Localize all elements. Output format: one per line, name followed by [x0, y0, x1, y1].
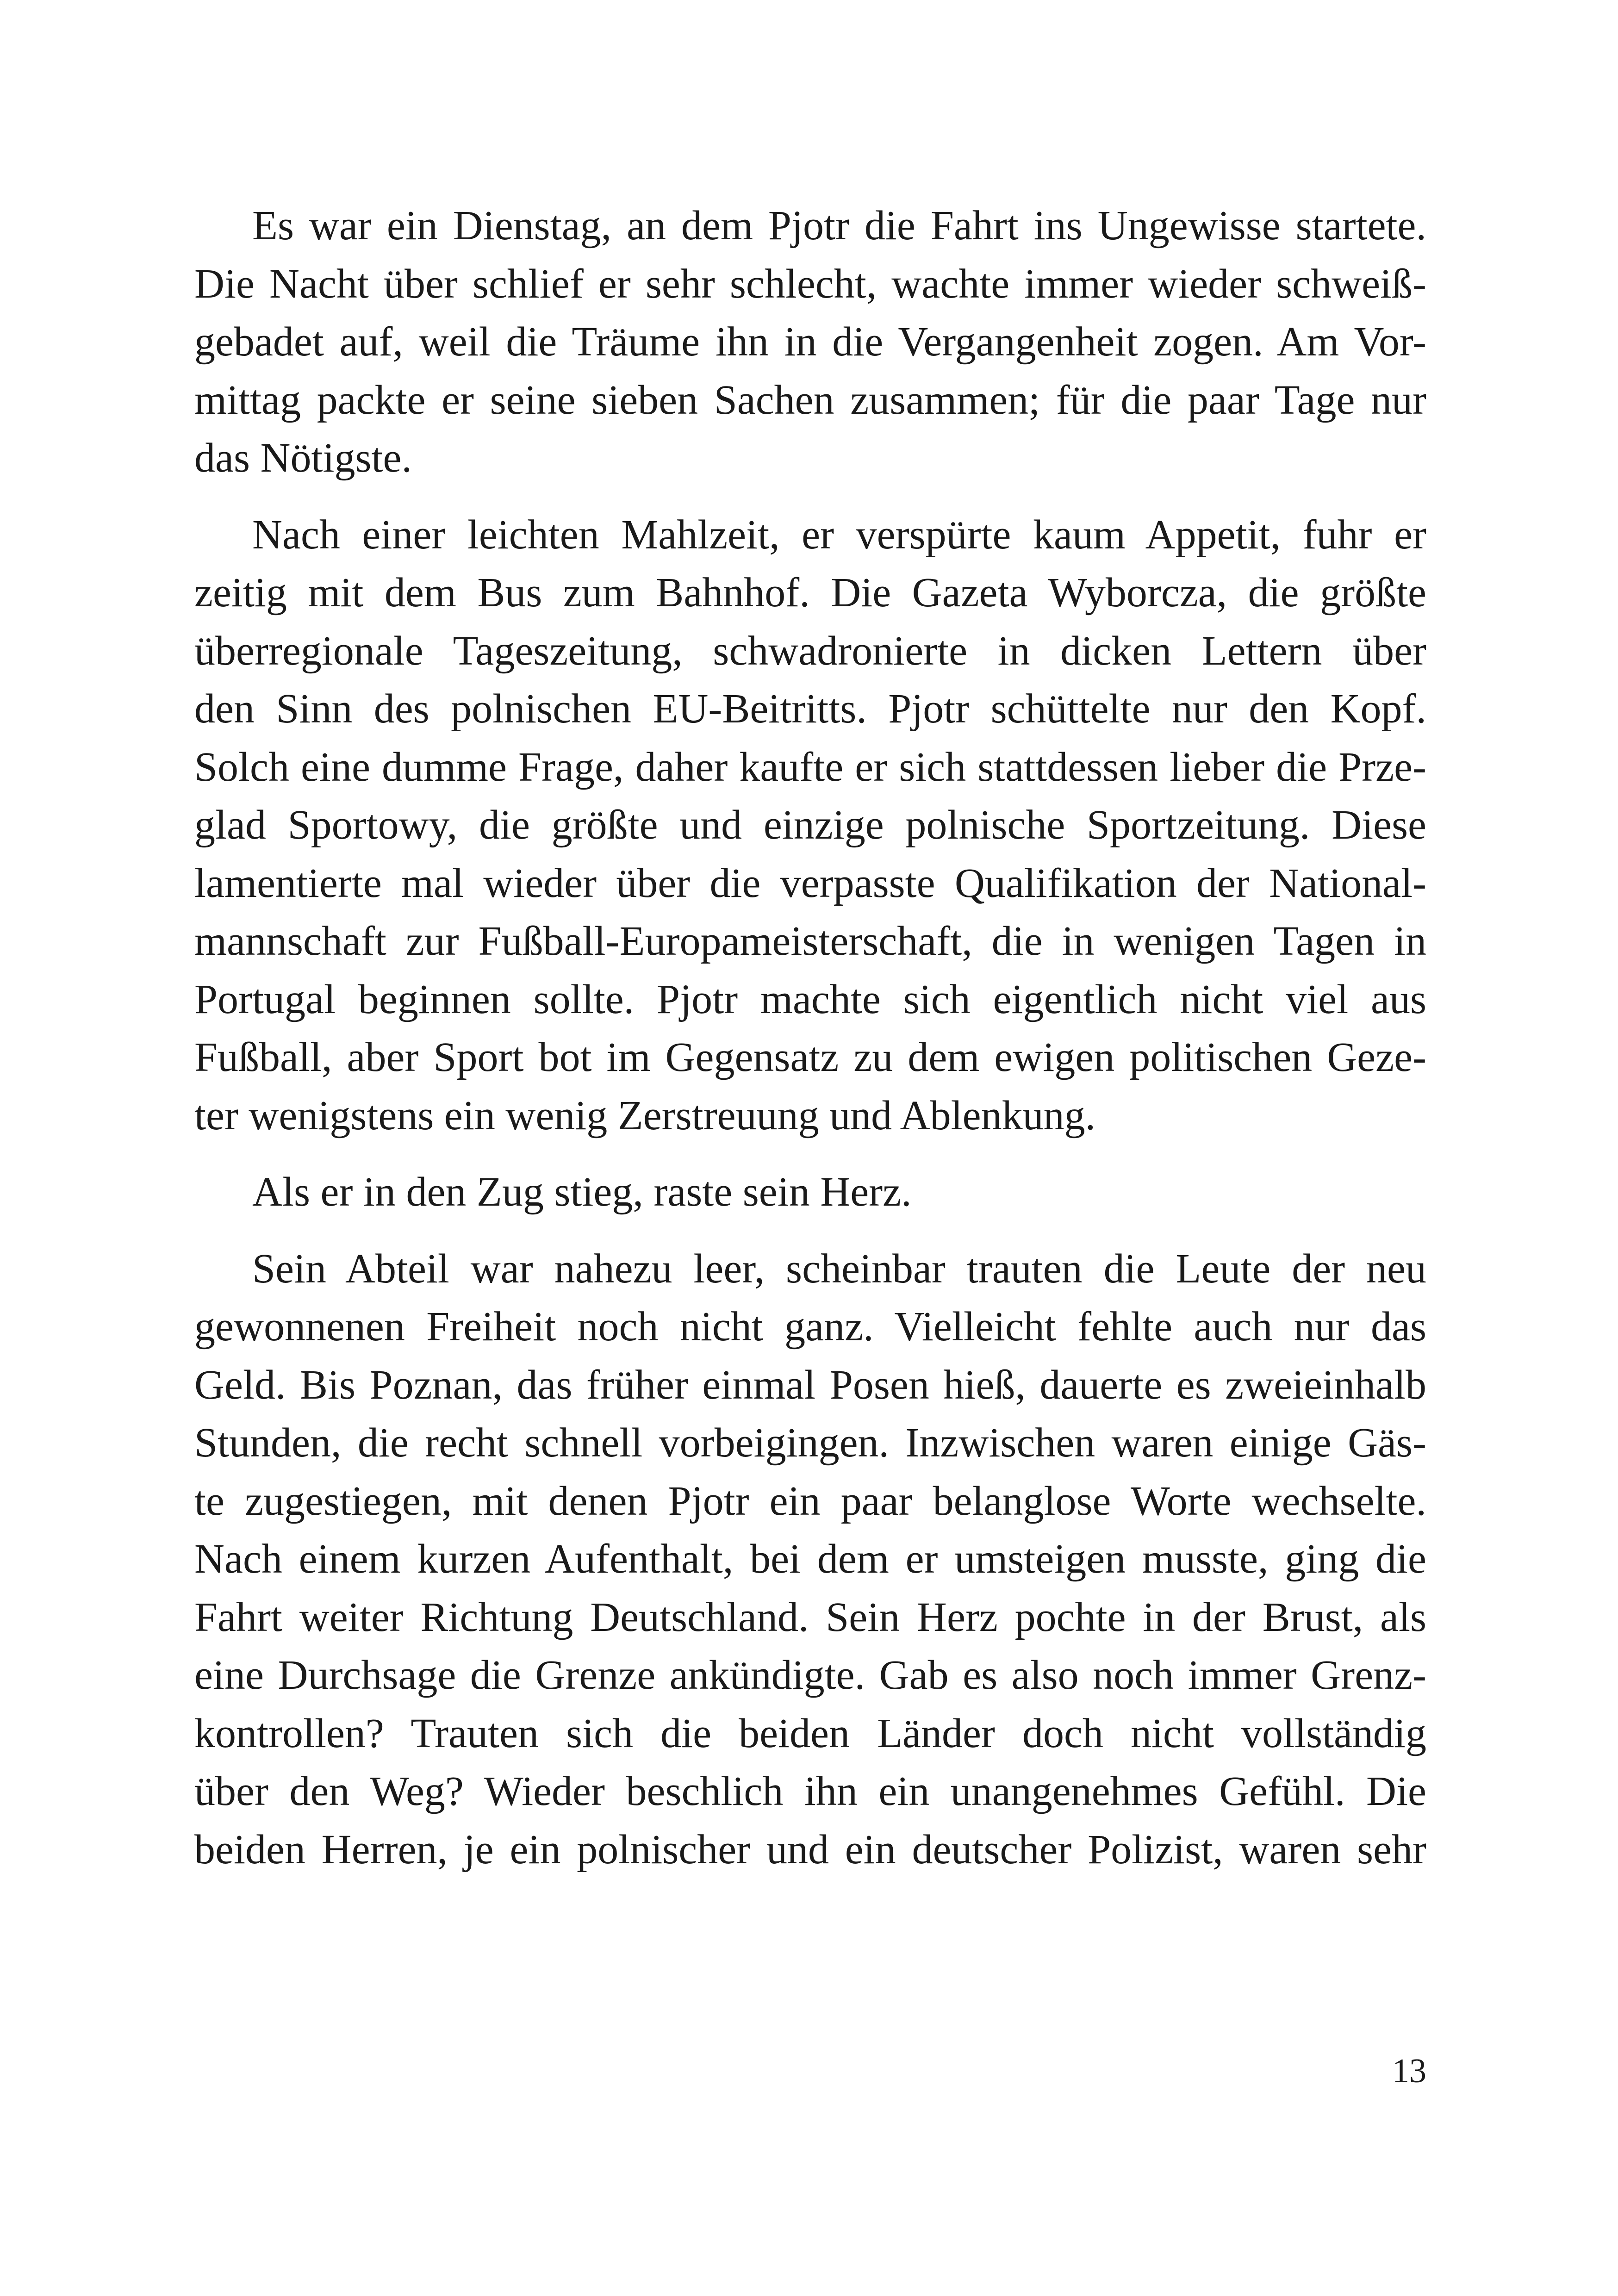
paragraph: [194, 197, 1426, 487]
text-line: Als er in den Zug stieg, raste sein Herz.: [252, 1169, 912, 1215]
paragraph: [194, 1163, 1426, 1221]
text-line: Fußball, aber Sport bot im Gegensatz zu dem ewigen politischen Geze-: [194, 1034, 1426, 1080]
text-line: Sein Abteil war nahezu leer, scheinbar trauten die Leute der neu: [252, 1245, 1426, 1292]
text-line: Die Nacht über schlief er sehr schlecht, wachte immer wieder schweiß-: [194, 261, 1426, 307]
text-line: Nach einer leichten Mahlzeit, er verspürte kaum Appetit, fuhr er: [252, 511, 1426, 558]
text-line: gebadet auf, weil die Träume ihn in die Vergangenheit zogen. Am Vor-: [194, 319, 1426, 365]
text-line: Es war ein Dienstag, an dem Pjotr die Fahrt ins Ungewisse startete.: [252, 203, 1426, 249]
text-line: ter wenigstens ein wenig Zerstreuung und Ablenkung.: [194, 1092, 1096, 1139]
text-line: eine Durchsage die Grenze ankündigte. Gab es also noch immer Grenz-: [194, 1652, 1426, 1698]
page-number: 13: [1392, 2052, 1426, 2090]
text-line: mannschaft zur Fußball-Europameisterschaft, die in wenigen Tagen in: [194, 918, 1426, 964]
paragraph: [194, 506, 1426, 1145]
paragraph: [194, 1240, 1426, 1879]
text-line: Fahrt weiter Richtung Deutschland. Sein Herz pochte in der Brust, als: [194, 1594, 1426, 1640]
text-line: Portugal beginnen sollte. Pjotr machte sich eigentlich nicht viel aus: [194, 976, 1426, 1022]
text-line: den Sinn des polnischen EU-Beitritts. Pjotr schüttelte nur den Kopf.: [194, 686, 1426, 732]
text-line: überregionale Tageszeitung, schwadronierte in dicken Lettern über: [194, 628, 1426, 674]
text-line: te zugestiegen, mit denen Pjotr ein paar belanglose Worte wechselte.: [194, 1478, 1426, 1524]
text-line: mittag packte er seine sieben Sachen zusammen; für die paar Tage nur: [194, 377, 1426, 423]
text-line: das Nötigste.: [194, 435, 412, 481]
text-line: beiden Herren, je ein polnischer und ein deutscher Polizist, waren sehr: [194, 1826, 1426, 1873]
body-text: [194, 197, 1426, 1879]
text-line: zeitig mit dem Bus zum Bahnhof. Die Gazeta Wyborcza, die größte: [194, 570, 1426, 616]
text-line: Stunden, die recht schnell vorbeigingen. Inzwischen waren einige Gäs-: [194, 1420, 1426, 1466]
text-line: gewonnenen Freiheit noch nicht ganz. Vielleicht fehlte auch nur das: [194, 1304, 1426, 1350]
text-line: kontrollen? Trauten sich die beiden Länder doch nicht vollständig: [194, 1710, 1426, 1756]
text-line: Nach einem kurzen Aufenthalt, bei dem er umsteigen musste, ging die: [194, 1536, 1426, 1582]
text-line: Geld. Bis Poznan, das früher einmal Posen hieß, dauerte es zweieinhalb: [194, 1362, 1426, 1408]
text-line: glad Sportowy, die größte und einzige polnische Sportzeitung. Diese: [194, 802, 1426, 848]
text-line: über den Weg? Wieder beschlich ihn ein unangenehmes Gefühl. Die: [194, 1768, 1426, 1814]
text-line: Solch eine dumme Frage, daher kaufte er sich stattdessen lieber die Prze-: [194, 744, 1426, 790]
text-line: lamentierte mal wieder über die verpasste Qualifikation der National-: [194, 860, 1426, 906]
